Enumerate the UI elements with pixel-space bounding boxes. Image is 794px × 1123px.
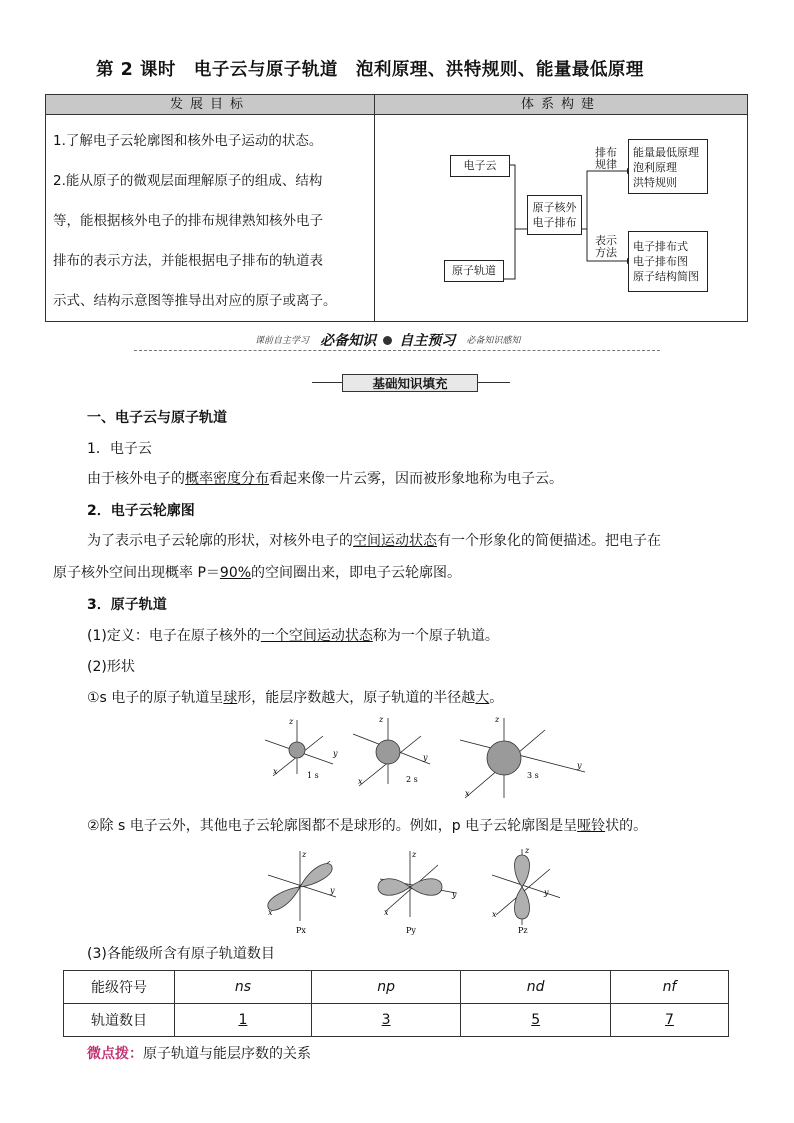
label-method	[591, 235, 621, 259]
table-cell: 3	[311, 1004, 461, 1037]
label-rule	[591, 147, 621, 171]
s1-title: 1．电子云	[87, 441, 152, 457]
s3-definition	[87, 625, 499, 645]
banner-main-2: 自主预习	[399, 333, 456, 349]
s1-text-b: 看起来像一片云雾，因而被形象地称为电子云。	[269, 471, 563, 487]
table-cell: nd	[461, 971, 611, 1004]
axis-label: x	[384, 908, 389, 917]
s3-s-c: 。	[489, 690, 504, 706]
axis-label: z	[289, 717, 294, 726]
orbital-count-table	[63, 970, 729, 1037]
label-rule-1: 排布	[595, 146, 617, 159]
rule-item: 泡利原理	[633, 161, 677, 174]
p-label: Py	[406, 926, 416, 935]
goal-table	[45, 94, 748, 322]
s-label: 3 s	[527, 771, 539, 780]
rule-item: 洪特规则	[633, 176, 677, 189]
table-header-cell: 能级符号	[64, 971, 175, 1004]
rule-item: 能量最低原理	[633, 146, 699, 159]
s3-def-b: 称为一个原子轨道。	[372, 628, 499, 644]
s3-p-orbital	[87, 815, 647, 835]
s2-text-c: 原子核外空间出现概率 P＝	[53, 565, 220, 581]
banner-rule	[134, 350, 660, 351]
p-label: Px	[296, 926, 306, 935]
axis-label: y	[577, 761, 582, 770]
heading-1: 一、电子云与原子轨道	[87, 410, 227, 426]
axis-label: z	[412, 850, 417, 859]
banner-main-1: 必备知识	[320, 333, 377, 349]
s1-underline: 概率密度分布	[185, 471, 269, 487]
axis-label: y	[333, 749, 338, 758]
s3-s-b: 形，能层序数越大，原子轨道的半径越	[237, 690, 476, 706]
s3-s-underline-1: 球	[223, 690, 238, 706]
axis-label: z	[525, 846, 530, 855]
hint-line	[87, 1043, 311, 1063]
table-cell: 5	[461, 1004, 611, 1037]
section-banner	[255, 330, 575, 350]
s3-s-a: ①s 电子的原子轨道呈	[87, 690, 224, 706]
s2-title: 2．电子云轮廓图	[87, 503, 195, 519]
diagram-box-cloud: 电子云	[450, 155, 510, 177]
diagram-box-orbital: 原子轨道	[444, 260, 504, 282]
s1-paragraph	[87, 468, 563, 488]
method-item: 原子结构简图	[633, 270, 699, 283]
s3-p-a: ②除 s 电子云外，其他电子云轮廓图都不是球形的。例如，p 电子云轮廓图是呈	[87, 818, 578, 834]
hint-text: 原子轨道与能层序数的关系	[143, 1046, 311, 1062]
s2-paragraph-1	[87, 530, 661, 550]
axis-label: x	[465, 789, 470, 798]
diagram-box-center	[527, 195, 582, 235]
s3-title: 3．原子轨道	[87, 597, 167, 613]
axis-label: y	[423, 753, 428, 762]
axis-label: x	[273, 767, 278, 776]
table-cell: np	[311, 971, 461, 1004]
label-rule-2: 规律	[595, 158, 617, 171]
table-cell: ns	[175, 971, 312, 1004]
axis-label: z	[495, 715, 500, 724]
axis-label: x	[358, 777, 363, 786]
table-row	[64, 971, 729, 1004]
center-line-2: 电子排布	[532, 216, 577, 229]
label-method-1: 表示	[595, 234, 617, 247]
table-cell: 1	[175, 1004, 312, 1037]
axis-label: y	[330, 886, 335, 895]
axis-label: y	[544, 888, 549, 897]
method-item: 电子排布式	[633, 240, 688, 253]
goal-line: 排布的表示方法，并能根据电子排布的轨道表	[53, 253, 323, 269]
section-tag: 基础知识填充	[342, 374, 478, 392]
framework-header: 体系构建	[375, 95, 747, 115]
s-label: 2 s	[406, 775, 418, 784]
goal-line: 等，能根据核外电子的排布规律熟知核外电子	[53, 213, 323, 229]
table-cell: 7	[610, 1004, 728, 1037]
goal-line: 2.能从原子的微观层面理解原子的组成、结构	[53, 173, 323, 189]
goal-line: 示式、结构示意图等推导出对应的原子或离子。	[53, 293, 337, 309]
label-method-2: 方法	[595, 246, 617, 259]
goals-header: 发展目标	[46, 95, 374, 115]
axis-label: y	[452, 890, 457, 899]
s3-count: (3)各能级所含有原子轨道数目	[87, 946, 275, 962]
s3-s-underline-2: 大	[475, 690, 490, 706]
banner-right: 必备知识感知	[466, 336, 521, 346]
s-label: 1 s	[307, 771, 319, 780]
axis-label: z	[302, 850, 307, 859]
s2-text-d: 的空间圈出来，即电子云轮廓图。	[251, 565, 462, 581]
s3-def-a: (1)定义：电子在原子核外的	[87, 628, 261, 644]
banner-dot-icon	[383, 336, 392, 345]
banner-left: 课前自主学习	[255, 336, 310, 346]
goal-line: 1.了解电子云轮廓图和核外电子运动的状态。	[53, 133, 323, 149]
diagram-box-methods	[628, 231, 708, 292]
goals-list	[53, 121, 375, 321]
s2-text-a: 为了表示电子云轮廓的形状，对核外电子的	[87, 533, 353, 549]
table-cell: nf	[610, 971, 728, 1004]
s3-def-underline: 一个空间运动状态	[260, 628, 373, 644]
s3-p-underline: 哑铃	[577, 818, 606, 834]
hint-label: 微点拨：	[87, 1046, 143, 1062]
s2-underline: 空间运动状态	[353, 533, 437, 549]
s3-s-orbital	[87, 687, 503, 707]
page-title: 第 2 课时 电子云与原子轨道 泡利原理、洪特规则、能量最低原理	[96, 60, 644, 80]
s2-paragraph-2	[53, 562, 461, 582]
axis-label: x	[492, 910, 497, 919]
axis-label: z	[379, 715, 384, 724]
diagram-box-rules	[628, 139, 708, 194]
s3-p-b: 状的。	[605, 818, 648, 834]
center-line-1: 原子核外	[532, 201, 577, 214]
method-item: 电子排布图	[633, 255, 688, 268]
s2-underline-2: 90%	[219, 565, 252, 581]
table-row	[64, 1004, 729, 1037]
axis-label: x	[268, 908, 273, 917]
s1-text-a: 由于核外电子的	[87, 471, 185, 487]
s3-shape: (2)形状	[87, 659, 135, 675]
s2-text-b: 有一个形象化的简便描述。把电子在	[437, 533, 661, 549]
p-orbital-figure	[260, 845, 560, 935]
s-orbital-figure	[255, 712, 595, 802]
p-label: Pz	[518, 926, 528, 935]
table-header-cell: 轨道数目	[64, 1004, 175, 1037]
